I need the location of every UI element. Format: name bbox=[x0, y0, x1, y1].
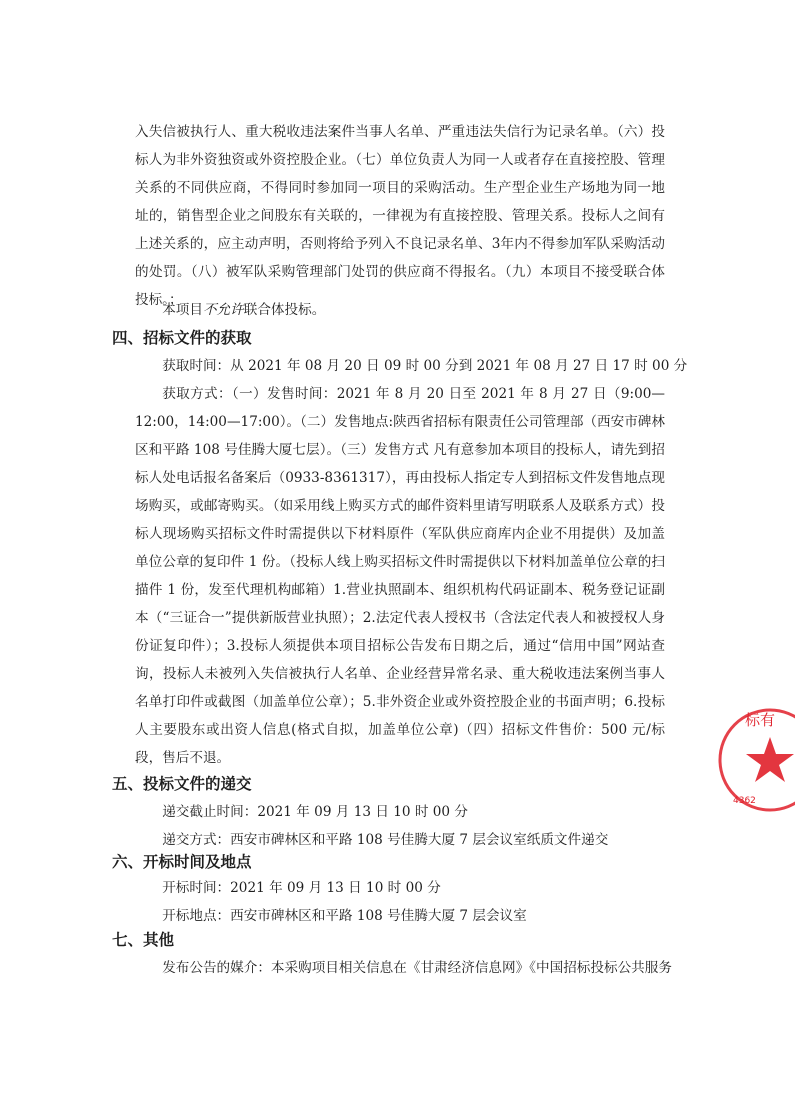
section5-heading: 五、投标文件的递交 bbox=[112, 775, 252, 793]
official-seal bbox=[715, 705, 795, 815]
section4-method: 获取方式：（一）发售时间：2021 年 8 月 20 日至 2021 年 8 月 27 日（9:00—12:00，14:00—17:00）。（二）发售地点:陕西省招标有限责任公司管理部（西安市碑林区和平路 108 号佳腾大厦七层）。（三）发售方式 凡有意参加本项目的投标人，请先到招标人处电话报名备案后（0933-8361317），再由投标人指定专人到招标文件发售地点现场购买，或邮寄购买。（如采用线上购买方式的邮件资料里请写明联系人及联系方式）投标人现场购买招标文件时需提供以下材料原件（军队供应商库内企业不用提供）及加盖单位公章的复印件 1 份。（投标人线上购买招标文件时需提供以下材料加盖单位公章的扫描件 1 份，发至代理机构邮箱）1.营业执照副本、组织机构代码证副本、税务登记证副本（“三证合一”提供新版营业执照）；2.法定代表人授权书（含法定代表人和被授权人身份证复印件）；3.投标人须提供本项目招标公告发布日期之后，通过“信用中国”网站查询，投标人未被列入失信被执行人名单、企业经营异常名录、重大税收违法案例当事人名单打印件或截图（加盖单位公章）；5.非外资企业或外资控股企业的书面声明；6.投标人主要股东或出资人信息(格式自拟，加盖单位公章)（四）招标文件售价：500 元/标段，售后不退。 bbox=[135, 386, 665, 766]
section6-place: 开标地点：西安市碑林区和平路 108 号佳腾大厦 7 层会议室 bbox=[162, 908, 527, 924]
section5-deadline: 递交截止时间：2021 年 09 月 13 日 10 时 00 分 bbox=[162, 804, 468, 820]
consortium-suffix: 联合体投标。 bbox=[243, 302, 326, 318]
section7-heading: 七、其他 bbox=[112, 931, 175, 949]
section4-heading: 四、招标文件的获取 bbox=[112, 329, 252, 347]
consortium-prefix: 本项目 bbox=[162, 302, 203, 318]
section6-heading: 六、开标时间及地点 bbox=[112, 853, 252, 871]
section6-time: 开标时间：2021 年 09 月 13 日 10 时 00 分 bbox=[162, 880, 441, 896]
section4-method-block bbox=[135, 380, 665, 772]
consortium-handwritten: 不允许 bbox=[202, 302, 244, 318]
section7-media: 发布公告的媒介：本采购项目相关信息在《甘肃经济信息网》《中国招标投标公共服务 bbox=[162, 960, 672, 976]
section5-method: 递交方式：西安市碑林区和平路 108 号佳腾大厦 7 层会议室纸质文件递交 bbox=[162, 832, 609, 848]
seal-code: 4362 bbox=[733, 796, 756, 806]
consortium-line bbox=[135, 296, 665, 324]
eligibility-text: 入失信被执行人、重大税收违法案件当事人名单、严重违法失信行为记录名单。（六）投标人为非外资独资或外资控股企业。（七）单位负责人为同一人或者存在直接控股、管理关系的不同供应商，不得同时参加同一项目的采购活动。生产型企业生产场地为同一地址的，销售型企业之间股东有关联的，一律视为有直接控股、管理关系。投标人之间有上述关系的，应主动声明，否则将给予列入不良记录名单、3年内不得参加军队采购活动的处罚。（八）被军队采购管理部门处罚的供应商不得报名。（九）本项目不接受联合体投标。； bbox=[135, 124, 665, 308]
section4-time: 获取时间：从 2021 年 08 月 20 日 09 时 00 分到 2021 年 08 月 27 日 17 时 00 分 bbox=[162, 358, 688, 374]
seal-top-text: 标有 bbox=[745, 711, 776, 729]
seal-star-icon bbox=[746, 737, 794, 782]
eligibility-paragraph bbox=[135, 118, 665, 314]
